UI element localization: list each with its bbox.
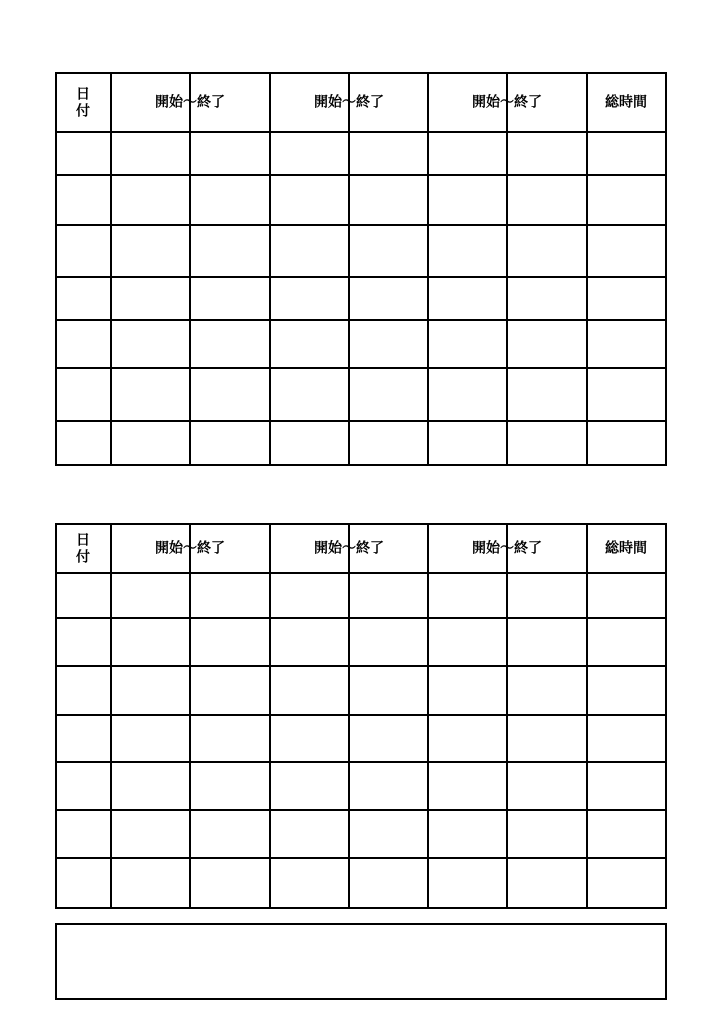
table-cell[interactable] (350, 278, 427, 319)
table-cell[interactable] (588, 226, 665, 276)
table-cell[interactable] (112, 176, 189, 224)
table-cell[interactable] (57, 422, 110, 464)
table-cell[interactable] (271, 859, 348, 907)
total-hours-header: 総時間 (605, 94, 647, 111)
table-cell[interactable] (191, 321, 269, 367)
date-header-char-2: 付 (76, 549, 90, 566)
notes-box[interactable] (56, 924, 666, 999)
table-cell[interactable] (112, 619, 189, 665)
table-cell[interactable] (57, 369, 110, 420)
table-cell[interactable] (112, 369, 189, 420)
table-cell[interactable] (271, 133, 348, 174)
shift-header-label: 開始～終了 (155, 540, 225, 557)
table-cell[interactable] (588, 619, 665, 665)
table-cell[interactable] (57, 278, 110, 319)
table-cell[interactable] (57, 811, 110, 857)
table-cell[interactable] (191, 278, 269, 319)
table-cell[interactable] (508, 667, 586, 714)
table-cell[interactable] (112, 859, 189, 907)
table-cell[interactable] (588, 859, 665, 907)
table-cell[interactable] (588, 763, 665, 809)
table-cell[interactable] (57, 667, 110, 714)
table-cell[interactable] (57, 133, 110, 174)
table-cell[interactable] (271, 321, 348, 367)
table-cell[interactable] (112, 574, 189, 617)
shift-header-label: 開始～終了 (472, 94, 542, 111)
table-cell[interactable] (271, 811, 348, 857)
table-cell[interactable] (588, 278, 665, 319)
table-cell[interactable] (350, 811, 427, 857)
table-cell[interactable] (57, 619, 110, 665)
table-cell[interactable] (508, 321, 586, 367)
table-cell[interactable] (191, 226, 269, 276)
table-cell[interactable] (429, 422, 506, 464)
table-cell[interactable] (191, 369, 269, 420)
table-cell[interactable] (588, 133, 665, 174)
table-cell[interactable] (191, 133, 269, 174)
table-cell[interactable] (508, 716, 586, 761)
table-cell[interactable] (588, 369, 665, 420)
timesheet-table-2 (56, 524, 666, 908)
table-cell[interactable] (112, 278, 189, 319)
table-cell[interactable] (271, 369, 348, 420)
shift-header-label: 開始～終了 (314, 94, 384, 111)
table-cell[interactable] (271, 763, 348, 809)
table-cell[interactable] (57, 574, 110, 617)
table-cell[interactable] (191, 811, 269, 857)
table-cell[interactable] (57, 859, 110, 907)
table-cell[interactable] (429, 369, 506, 420)
table-cell[interactable] (508, 859, 586, 907)
table-cell[interactable] (508, 763, 586, 809)
table-cell[interactable] (350, 619, 427, 665)
table-cell[interactable] (112, 811, 189, 857)
table-cell[interactable] (112, 422, 189, 464)
table-cell[interactable] (508, 369, 586, 420)
table-cell[interactable] (57, 226, 110, 276)
table-cell[interactable] (508, 278, 586, 319)
table-cell[interactable] (429, 226, 506, 276)
table-cell[interactable] (350, 369, 427, 420)
shift-header-label: 開始～終了 (314, 540, 384, 557)
table-cell[interactable] (429, 321, 506, 367)
table-cell[interactable] (112, 763, 189, 809)
table-cell[interactable] (271, 226, 348, 276)
table-cell[interactable] (429, 574, 506, 617)
table-cell[interactable] (508, 574, 586, 617)
table-cell[interactable] (429, 763, 506, 809)
table-cell[interactable] (429, 859, 506, 907)
table-cell[interactable] (271, 619, 348, 665)
table-cell[interactable] (588, 811, 665, 857)
table-cell[interactable] (191, 667, 269, 714)
table-cell[interactable] (429, 133, 506, 174)
table-cell[interactable] (191, 422, 269, 464)
shift-header-label: 開始～終了 (155, 94, 225, 111)
table-cell[interactable] (112, 133, 189, 174)
table-cell[interactable] (429, 667, 506, 714)
table-cell[interactable] (57, 763, 110, 809)
timesheet-table-1 (56, 73, 666, 465)
table-cell[interactable] (588, 321, 665, 367)
table-cell[interactable] (588, 176, 665, 224)
table-cell[interactable] (508, 811, 586, 857)
table-cell[interactable] (429, 811, 506, 857)
table-cell[interactable] (112, 226, 189, 276)
table-cell[interactable] (350, 226, 427, 276)
table-cell[interactable] (508, 226, 586, 276)
table-cell[interactable] (350, 667, 427, 714)
table-cell[interactable] (191, 619, 269, 665)
table-cell[interactable] (271, 716, 348, 761)
table-cell[interactable] (508, 133, 586, 174)
table-cell[interactable] (588, 667, 665, 714)
date-header-char-2: 付 (76, 103, 90, 120)
table-cell[interactable] (271, 176, 348, 224)
table-cell[interactable] (508, 422, 586, 464)
table-cell[interactable] (429, 619, 506, 665)
table-cell[interactable] (191, 176, 269, 224)
table-cell[interactable] (588, 422, 665, 464)
table-cell[interactable] (191, 716, 269, 761)
table-cell[interactable] (508, 619, 586, 665)
table-cell[interactable] (191, 859, 269, 907)
table-cell[interactable] (271, 667, 348, 714)
table-cell[interactable] (271, 574, 348, 617)
table-cell[interactable] (271, 422, 348, 464)
table-cell[interactable] (508, 176, 586, 224)
table-cell[interactable] (350, 574, 427, 617)
date-header-char-1: 日 (76, 532, 90, 549)
table-cell[interactable] (350, 422, 427, 464)
table-cell[interactable] (429, 716, 506, 761)
table-cell[interactable] (588, 574, 665, 617)
table-cell[interactable] (112, 716, 189, 761)
table-cell[interactable] (350, 716, 427, 761)
table-cell[interactable] (271, 278, 348, 319)
table-cell[interactable] (588, 716, 665, 761)
total-hours-header: 総時間 (605, 540, 647, 557)
table-cell[interactable] (350, 133, 427, 174)
table-cell[interactable] (350, 763, 427, 809)
table-cell[interactable] (429, 176, 506, 224)
table-cell[interactable] (112, 321, 189, 367)
table-cell[interactable] (57, 176, 110, 224)
table-cell[interactable] (112, 667, 189, 714)
table-cell[interactable] (350, 176, 427, 224)
table-cell[interactable] (429, 278, 506, 319)
table-cell[interactable] (57, 321, 110, 367)
table-cell[interactable] (350, 321, 427, 367)
shift-header-label: 開始～終了 (472, 540, 542, 557)
table-cell[interactable] (191, 763, 269, 809)
table-cell[interactable] (350, 859, 427, 907)
date-header-char-1: 日 (76, 86, 90, 103)
table-cell[interactable] (57, 716, 110, 761)
table-cell[interactable] (191, 574, 269, 617)
